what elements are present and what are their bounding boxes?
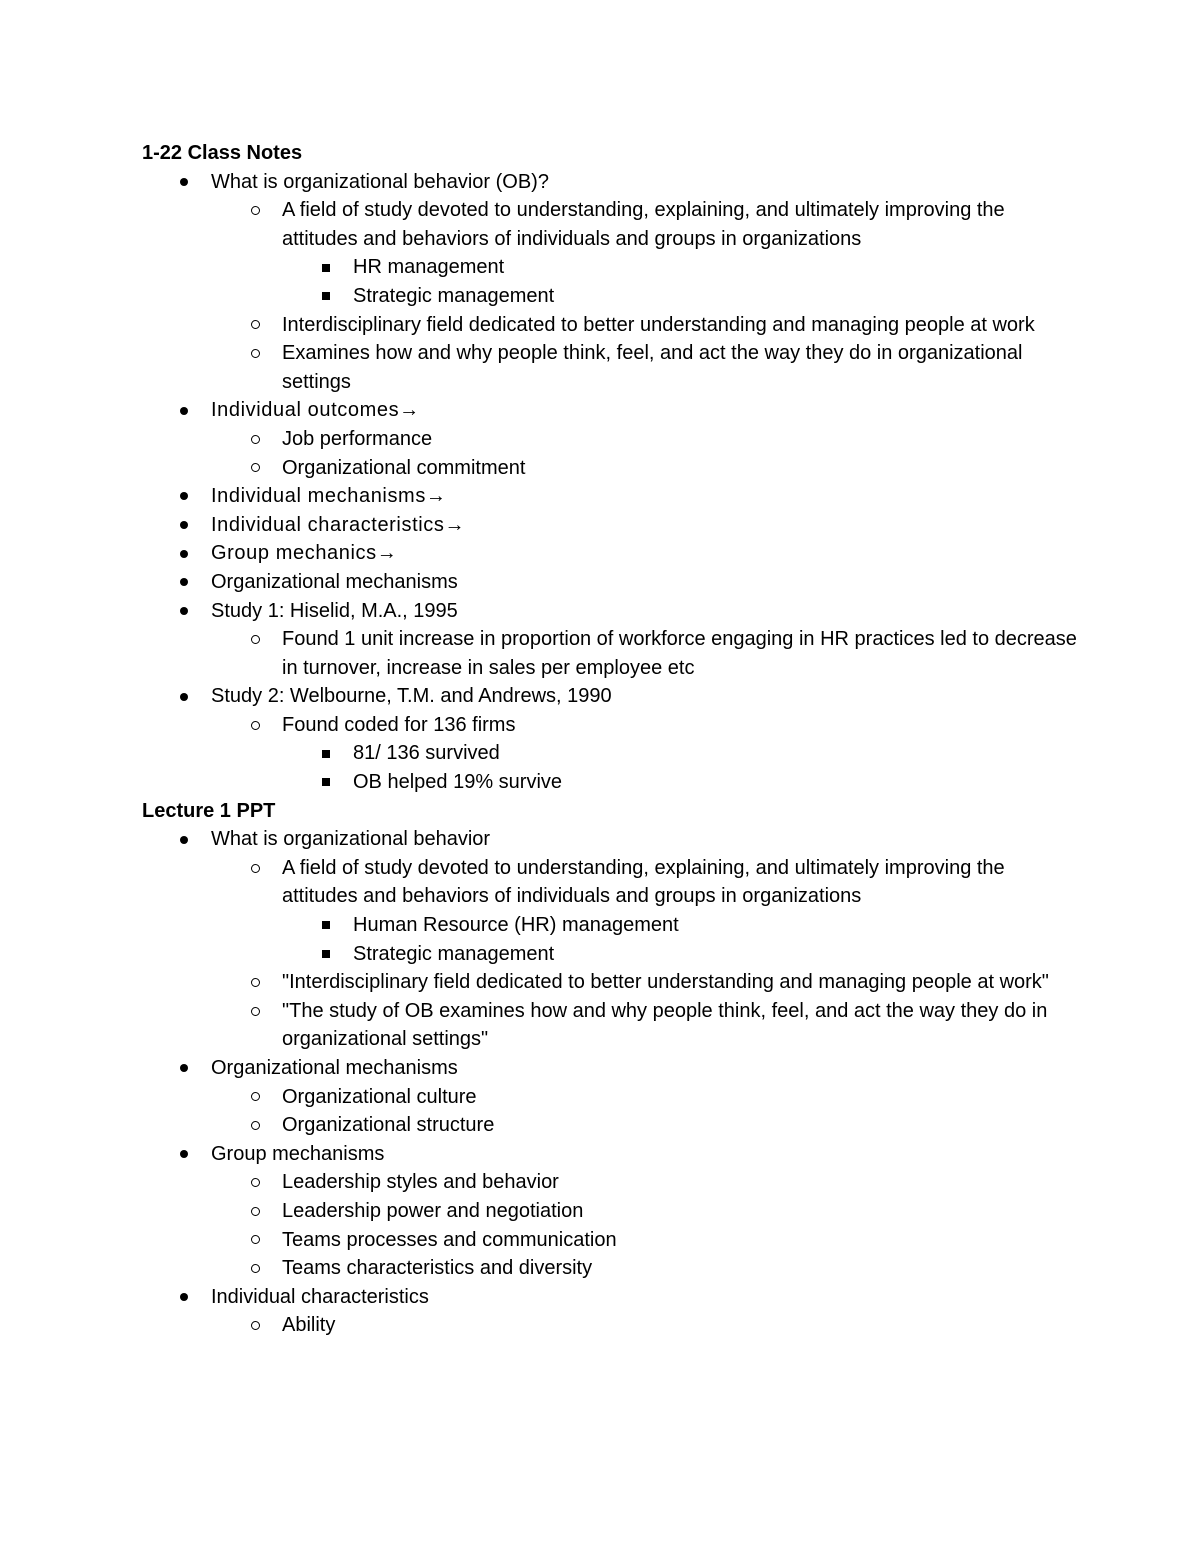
list-item-text: What is organizational behavior (OB)? bbox=[211, 170, 549, 193]
list-item-text: A field of study devoted to understanding, explaining, and ultimately improving the attitudes and behaviors of individuals and groups in organizations bbox=[282, 856, 1005, 908]
list-item bbox=[142, 1254, 1082, 1283]
list-item bbox=[142, 482, 1082, 511]
hollow-circle-bullet-icon bbox=[247, 997, 263, 1026]
list-item-text: Organizational commitment bbox=[282, 456, 526, 479]
list-item bbox=[142, 968, 1082, 997]
square-bullet-icon bbox=[318, 911, 334, 940]
hollow-circle-bullet-icon bbox=[247, 1226, 263, 1255]
hollow-circle-bullet-icon bbox=[247, 711, 263, 740]
hollow-circle-bullet-icon bbox=[247, 1083, 263, 1112]
list-item-text: Interdisciplinary field dedicated to better understanding and managing people at work bbox=[282, 313, 1035, 336]
hollow-circle-bullet-icon bbox=[247, 311, 263, 340]
list-item bbox=[142, 282, 1082, 311]
list-item bbox=[142, 168, 1082, 197]
square-bullet-icon bbox=[318, 739, 334, 768]
list-item bbox=[142, 1168, 1082, 1197]
list-item bbox=[142, 1311, 1082, 1340]
section-heading-class-notes: 1-22 Class Notes bbox=[142, 142, 303, 164]
list-item bbox=[142, 454, 1082, 483]
square-bullet-icon bbox=[318, 768, 334, 797]
list-item-text: "The study of OB examines how and why people think, feel, and act the way they do in organizational settings" bbox=[282, 999, 1048, 1051]
list-item-text: Leadership power and negotiation bbox=[282, 1199, 584, 1222]
list-item bbox=[142, 997, 1082, 1054]
filled-circle-bullet-icon bbox=[176, 568, 192, 597]
filled-circle-bullet-icon bbox=[176, 539, 192, 568]
filled-circle-bullet-icon bbox=[176, 168, 192, 197]
list-item bbox=[142, 1197, 1082, 1226]
list-item-text: Study 1: Hiselid, M.A., 1995 bbox=[211, 599, 458, 622]
list-item-text: Group mechanics→ bbox=[211, 542, 398, 565]
list-item-text: Ability bbox=[282, 1314, 336, 1337]
list-item-text: Strategic management bbox=[353, 284, 555, 307]
list-item-text: OB helped 19% survive bbox=[353, 771, 563, 794]
list-item bbox=[142, 511, 1082, 540]
class-notes-list bbox=[142, 168, 1082, 797]
list-item-text: Individual mechanisms→ bbox=[211, 485, 447, 508]
filled-circle-bullet-icon bbox=[176, 1054, 192, 1083]
list-item-text: Organizational culture bbox=[282, 1085, 477, 1108]
list-item-text: Individual outcomes→ bbox=[211, 399, 420, 422]
lecture-ppt-list bbox=[142, 825, 1082, 1340]
hollow-circle-bullet-icon bbox=[247, 1311, 263, 1340]
list-item bbox=[142, 711, 1082, 740]
list-item bbox=[142, 825, 1082, 854]
list-item bbox=[142, 911, 1082, 940]
list-item-text: Organizational mechanisms bbox=[211, 1057, 458, 1079]
list-item bbox=[142, 196, 1082, 253]
document-page bbox=[142, 139, 1082, 1340]
list-item bbox=[142, 1226, 1082, 1255]
filled-circle-bullet-icon bbox=[176, 1140, 192, 1169]
list-item-text: Individual characteristics→ bbox=[211, 513, 466, 536]
list-item bbox=[142, 396, 1082, 425]
list-item-text: Teams processes and communication bbox=[282, 1228, 617, 1251]
list-item bbox=[142, 1283, 1082, 1312]
square-bullet-icon bbox=[318, 282, 334, 311]
list-item bbox=[142, 739, 1082, 768]
list-item bbox=[142, 425, 1082, 454]
list-item-text: Study 2: Welbourne, T.M. and Andrews, 1990 bbox=[211, 685, 612, 708]
list-item-text: What is organizational behavior bbox=[211, 828, 491, 851]
list-item-text: Organizational structure bbox=[282, 1114, 495, 1137]
list-item bbox=[142, 1054, 1082, 1083]
list-item bbox=[142, 539, 1082, 568]
list-item-text: 81/ 136 survived bbox=[353, 742, 500, 765]
filled-circle-bullet-icon bbox=[176, 825, 192, 854]
list-item bbox=[142, 940, 1082, 969]
hollow-circle-bullet-icon bbox=[247, 1254, 263, 1283]
list-item-text: A field of study devoted to understanding, explaining, and ultimately improving the attitudes and behaviors of individuals and groups in organizations bbox=[282, 199, 1005, 250]
list-item bbox=[142, 1083, 1082, 1112]
filled-circle-bullet-icon bbox=[176, 396, 192, 425]
list-item bbox=[142, 568, 1082, 597]
hollow-circle-bullet-icon bbox=[247, 968, 263, 997]
hollow-circle-bullet-icon bbox=[247, 196, 263, 225]
filled-circle-bullet-icon bbox=[176, 682, 192, 711]
list-item bbox=[142, 1111, 1082, 1140]
hollow-circle-bullet-icon bbox=[247, 1168, 263, 1197]
list-item bbox=[142, 311, 1082, 340]
list-item-text: Leadership styles and behavior bbox=[282, 1171, 559, 1194]
list-item-text: Job performance bbox=[282, 427, 433, 450]
hollow-circle-bullet-icon bbox=[247, 854, 263, 883]
section-heading-lecture-ppt: Lecture 1 PPT bbox=[142, 799, 276, 822]
list-item-text: Examines how and why people think, feel, and act the way they do in organizational settings bbox=[282, 342, 1023, 393]
list-item bbox=[142, 253, 1082, 282]
list-item-text: Teams characteristics and diversity bbox=[282, 1257, 593, 1280]
square-bullet-icon bbox=[318, 940, 334, 969]
filled-circle-bullet-icon bbox=[176, 597, 192, 626]
list-item bbox=[142, 768, 1082, 797]
list-item bbox=[142, 625, 1082, 682]
filled-circle-bullet-icon bbox=[176, 511, 192, 540]
list-item-text: Individual characteristics bbox=[211, 1285, 429, 1308]
list-item bbox=[142, 339, 1082, 396]
list-item-text: HR management bbox=[353, 256, 505, 279]
list-item bbox=[142, 597, 1082, 626]
list-item-text: Found coded for 136 firms bbox=[282, 713, 516, 736]
list-item-text: Organizational mechanisms bbox=[211, 570, 458, 593]
hollow-circle-bullet-icon bbox=[247, 454, 263, 483]
hollow-circle-bullet-icon bbox=[247, 1197, 263, 1226]
hollow-circle-bullet-icon bbox=[247, 339, 263, 368]
list-item-text: Human Resource (HR) management bbox=[353, 914, 679, 937]
hollow-circle-bullet-icon bbox=[247, 625, 263, 654]
filled-circle-bullet-icon bbox=[176, 1283, 192, 1312]
square-bullet-icon bbox=[318, 253, 334, 282]
list-item-text: Found 1 unit increase in proportion of workforce engaging in HR practices led to decrease in turnover, increase in sales per employee etc bbox=[282, 628, 1077, 679]
list-item-text: "Interdisciplinary field dedicated to better understanding and managing people at work" bbox=[282, 971, 1049, 994]
list-item-text: Group mechanisms bbox=[211, 1142, 385, 1165]
list-item bbox=[142, 854, 1082, 911]
filled-circle-bullet-icon bbox=[176, 482, 192, 511]
hollow-circle-bullet-icon bbox=[247, 425, 263, 454]
hollow-circle-bullet-icon bbox=[247, 1111, 263, 1140]
list-item bbox=[142, 1140, 1082, 1169]
list-item-text: Strategic management bbox=[353, 942, 555, 965]
list-item bbox=[142, 682, 1082, 711]
